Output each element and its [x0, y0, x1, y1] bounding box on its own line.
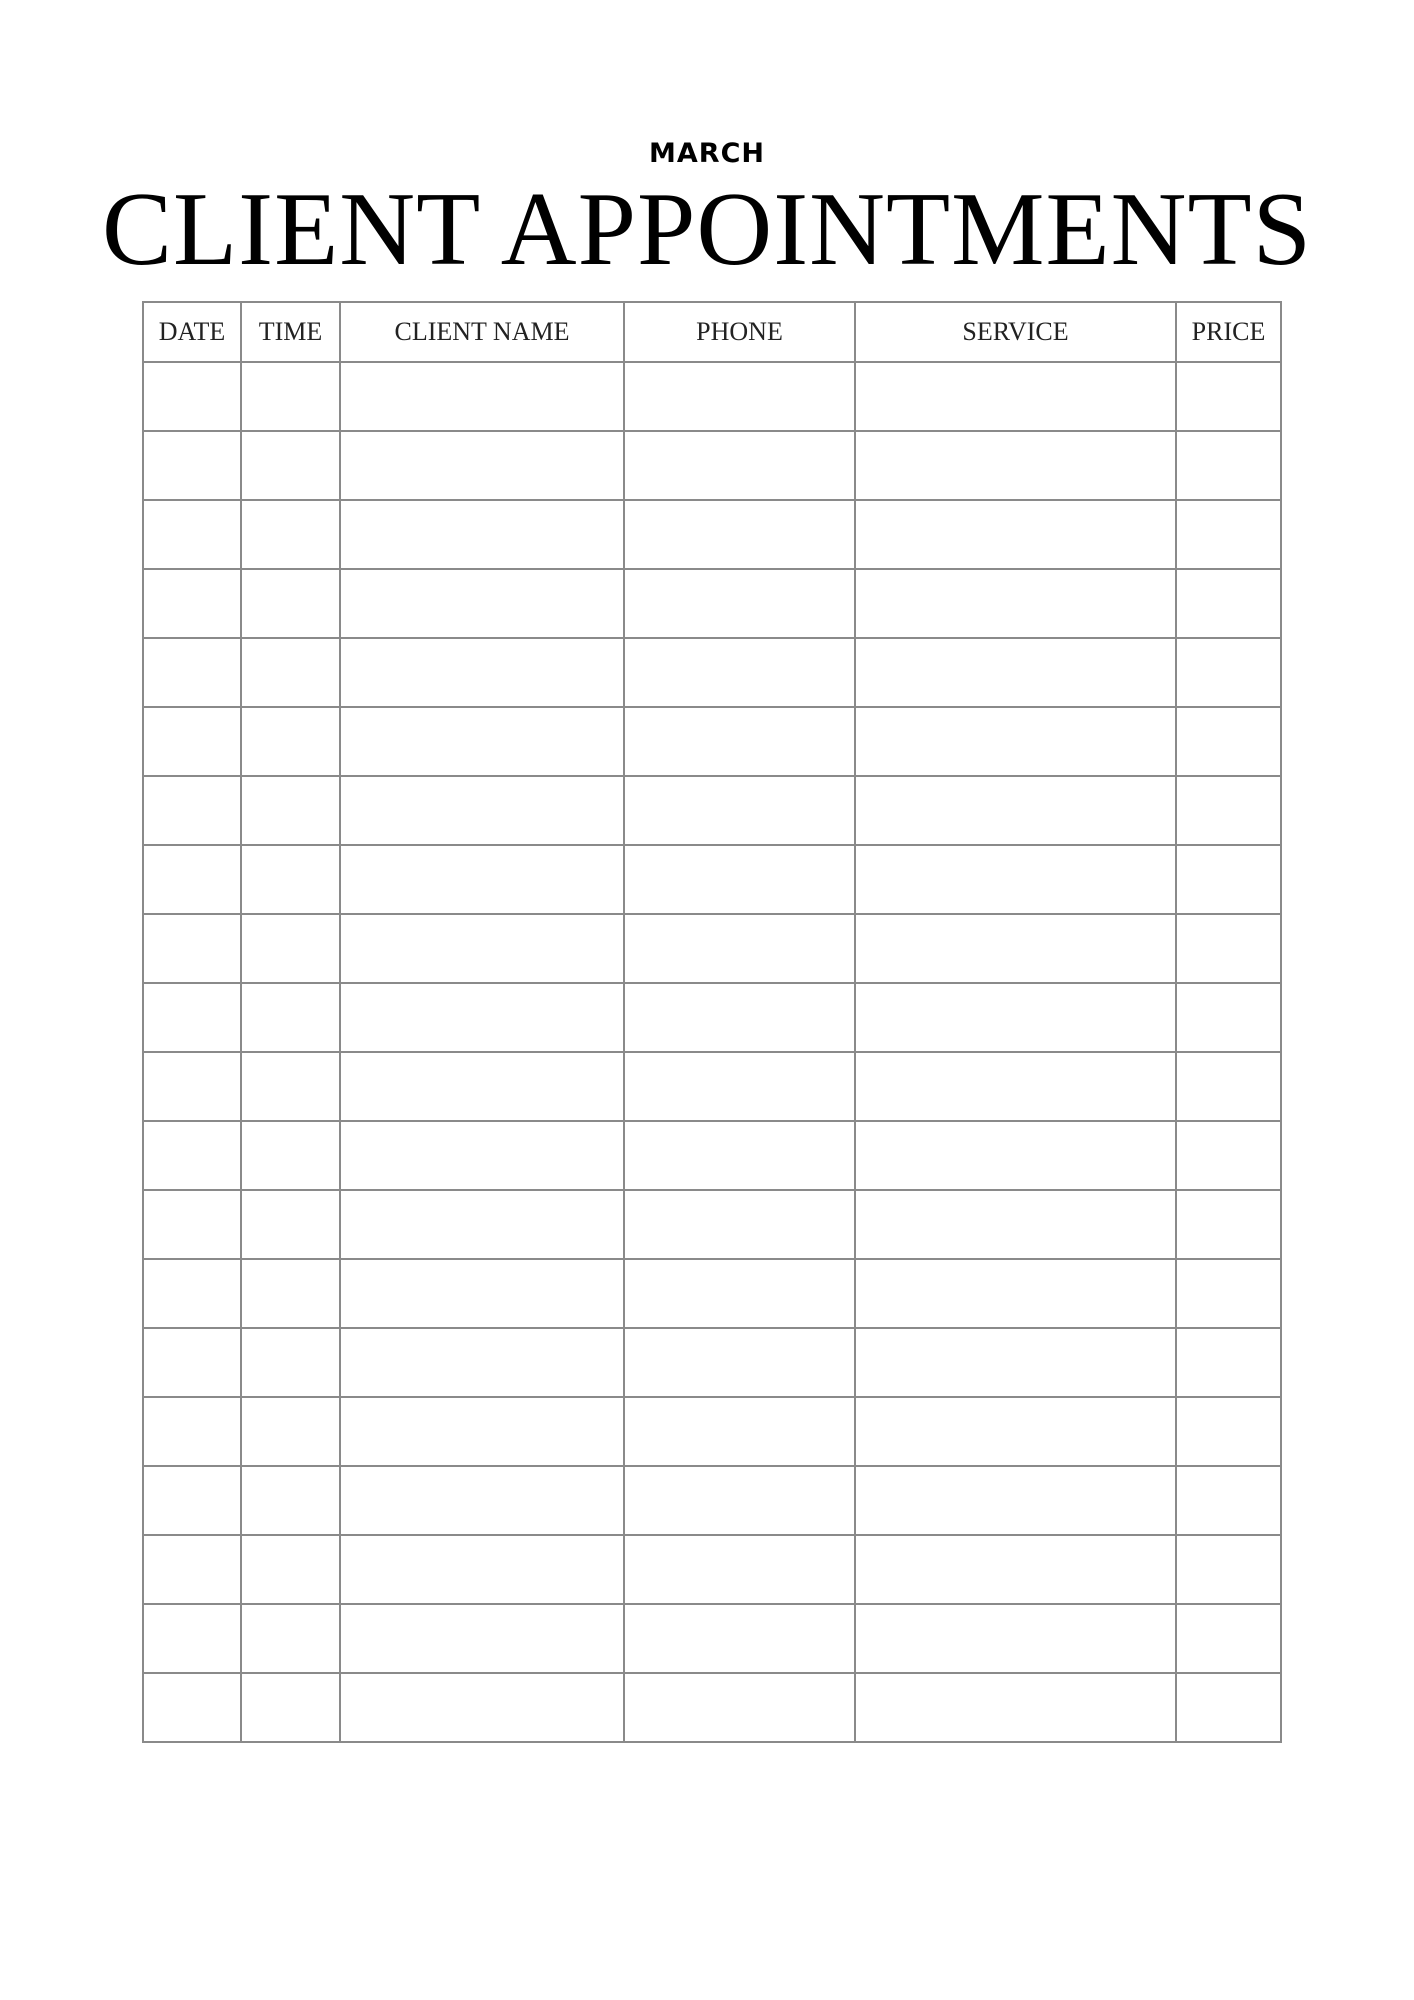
appointments-table [142, 301, 1282, 1743]
price-cell[interactable] [1176, 638, 1281, 707]
table-row [143, 431, 1281, 500]
date-cell[interactable] [143, 1190, 241, 1259]
time-cell[interactable] [241, 1052, 340, 1121]
column-header-service: SERVICE [855, 302, 1176, 362]
phone-cell[interactable] [624, 707, 855, 776]
table-row [143, 845, 1281, 914]
service-cell[interactable] [855, 1052, 1176, 1121]
client-name-cell[interactable] [340, 776, 624, 845]
client-name-cell[interactable] [340, 1397, 624, 1466]
date-cell[interactable] [143, 707, 241, 776]
time-cell[interactable] [241, 1673, 340, 1742]
service-cell[interactable] [855, 500, 1176, 569]
phone-cell[interactable] [624, 1397, 855, 1466]
price-cell[interactable] [1176, 1052, 1281, 1121]
table-row [143, 1259, 1281, 1328]
table-row [143, 1466, 1281, 1535]
phone-cell[interactable] [624, 1535, 855, 1604]
price-cell[interactable] [1176, 431, 1281, 500]
date-cell[interactable] [143, 431, 241, 500]
price-cell[interactable] [1176, 707, 1281, 776]
price-cell[interactable] [1176, 1604, 1281, 1673]
client-name-cell[interactable] [340, 983, 624, 1052]
client-name-cell[interactable] [340, 1604, 624, 1673]
price-cell[interactable] [1176, 1259, 1281, 1328]
phone-cell[interactable] [624, 1259, 855, 1328]
phone-cell[interactable] [624, 1673, 855, 1742]
client-name-cell[interactable] [340, 1121, 624, 1190]
time-cell[interactable] [241, 1121, 340, 1190]
table-row [143, 638, 1281, 707]
time-cell[interactable] [241, 500, 340, 569]
phone-cell[interactable] [624, 1121, 855, 1190]
time-cell[interactable] [241, 776, 340, 845]
time-cell[interactable] [241, 845, 340, 914]
time-cell[interactable] [241, 1328, 340, 1397]
price-cell[interactable] [1176, 569, 1281, 638]
table-row [143, 1190, 1281, 1259]
service-cell[interactable] [855, 362, 1176, 431]
client-name-cell[interactable] [340, 1259, 624, 1328]
service-cell[interactable] [855, 776, 1176, 845]
date-cell[interactable] [143, 1397, 241, 1466]
service-cell[interactable] [855, 983, 1176, 1052]
time-cell[interactable] [241, 914, 340, 983]
phone-cell[interactable] [624, 431, 855, 500]
table-row [143, 500, 1281, 569]
client-name-cell[interactable] [340, 569, 624, 638]
service-cell[interactable] [855, 1121, 1176, 1190]
phone-cell[interactable] [624, 638, 855, 707]
phone-cell[interactable] [624, 569, 855, 638]
time-cell[interactable] [241, 1535, 340, 1604]
date-cell[interactable] [143, 1466, 241, 1535]
column-header-phone: PHONE [624, 302, 855, 362]
service-cell[interactable] [855, 1328, 1176, 1397]
date-cell[interactable] [143, 1535, 241, 1604]
phone-cell[interactable] [624, 845, 855, 914]
price-cell[interactable] [1176, 1397, 1281, 1466]
price-cell[interactable] [1176, 776, 1281, 845]
date-cell[interactable] [143, 638, 241, 707]
price-cell[interactable] [1176, 914, 1281, 983]
service-cell[interactable] [855, 569, 1176, 638]
date-cell[interactable] [143, 1328, 241, 1397]
time-cell[interactable] [241, 1190, 340, 1259]
table-row [143, 1673, 1281, 1742]
service-cell[interactable] [855, 1466, 1176, 1535]
price-cell[interactable] [1176, 1190, 1281, 1259]
column-header-date: DATE [143, 302, 241, 362]
date-cell[interactable] [143, 1259, 241, 1328]
table-row [143, 362, 1281, 431]
phone-cell[interactable] [624, 500, 855, 569]
service-cell[interactable] [855, 1604, 1176, 1673]
table-body [143, 362, 1281, 1742]
client-name-cell[interactable] [340, 1328, 624, 1397]
column-header-client-name: CLIENT NAME [340, 302, 624, 362]
page-title: CLIENT APPOINTMENTS [101, 170, 1313, 287]
date-cell[interactable] [143, 914, 241, 983]
phone-cell[interactable] [624, 362, 855, 431]
table-row [143, 914, 1281, 983]
time-cell[interactable] [241, 1259, 340, 1328]
phone-cell[interactable] [624, 1466, 855, 1535]
phone-cell[interactable] [624, 1190, 855, 1259]
table-row [143, 1121, 1281, 1190]
price-cell[interactable] [1176, 362, 1281, 431]
price-cell[interactable] [1176, 500, 1281, 569]
service-cell[interactable] [855, 914, 1176, 983]
service-cell[interactable] [855, 1535, 1176, 1604]
phone-cell[interactable] [624, 1604, 855, 1673]
date-cell[interactable] [143, 1052, 241, 1121]
month-label: MARCH [649, 138, 765, 169]
price-cell[interactable] [1176, 1121, 1281, 1190]
date-cell[interactable] [143, 776, 241, 845]
service-cell[interactable] [855, 638, 1176, 707]
client-name-cell[interactable] [340, 638, 624, 707]
client-name-cell[interactable] [340, 1052, 624, 1121]
table-row [143, 776, 1281, 845]
phone-cell[interactable] [624, 1328, 855, 1397]
time-cell[interactable] [241, 1604, 340, 1673]
service-cell[interactable] [855, 707, 1176, 776]
table-row [143, 1328, 1281, 1397]
client-name-cell[interactable] [340, 914, 624, 983]
client-name-cell[interactable] [340, 1190, 624, 1259]
client-name-cell[interactable] [340, 845, 624, 914]
service-cell[interactable] [855, 1190, 1176, 1259]
service-cell[interactable] [855, 845, 1176, 914]
service-cell[interactable] [855, 1259, 1176, 1328]
client-name-cell[interactable] [340, 500, 624, 569]
service-cell[interactable] [855, 1673, 1176, 1742]
service-cell[interactable] [855, 431, 1176, 500]
time-cell[interactable] [241, 707, 340, 776]
date-cell[interactable] [143, 569, 241, 638]
time-cell[interactable] [241, 362, 340, 431]
client-name-cell[interactable] [340, 362, 624, 431]
client-name-cell[interactable] [340, 1535, 624, 1604]
column-header-time: TIME [241, 302, 340, 362]
date-cell[interactable] [143, 845, 241, 914]
client-name-cell[interactable] [340, 431, 624, 500]
date-cell[interactable] [143, 1604, 241, 1673]
table-row [143, 983, 1281, 1052]
table-row [143, 1535, 1281, 1604]
price-cell[interactable] [1176, 1673, 1281, 1742]
phone-cell[interactable] [624, 776, 855, 845]
service-cell[interactable] [855, 1397, 1176, 1466]
date-cell[interactable] [143, 1121, 241, 1190]
time-cell[interactable] [241, 983, 340, 1052]
table-row [143, 707, 1281, 776]
client-name-cell[interactable] [340, 1673, 624, 1742]
phone-cell[interactable] [624, 914, 855, 983]
column-header-price: PRICE [1176, 302, 1281, 362]
table-row [143, 1397, 1281, 1466]
date-cell[interactable] [143, 1673, 241, 1742]
date-cell[interactable] [143, 983, 241, 1052]
table-row [143, 569, 1281, 638]
table-row [143, 1604, 1281, 1673]
client-name-cell[interactable] [340, 1466, 624, 1535]
time-cell[interactable] [241, 638, 340, 707]
date-cell[interactable] [143, 362, 241, 431]
date-cell[interactable] [143, 500, 241, 569]
time-cell[interactable] [241, 431, 340, 500]
price-cell[interactable] [1176, 1535, 1281, 1604]
phone-cell[interactable] [624, 1052, 855, 1121]
time-cell[interactable] [241, 569, 340, 638]
price-cell[interactable] [1176, 1466, 1281, 1535]
time-cell[interactable] [241, 1397, 340, 1466]
time-cell[interactable] [241, 1466, 340, 1535]
price-cell[interactable] [1176, 845, 1281, 914]
price-cell[interactable] [1176, 983, 1281, 1052]
client-name-cell[interactable] [340, 707, 624, 776]
phone-cell[interactable] [624, 983, 855, 1052]
price-cell[interactable] [1176, 1328, 1281, 1397]
table-row [143, 1052, 1281, 1121]
table-header-row [143, 302, 1281, 362]
